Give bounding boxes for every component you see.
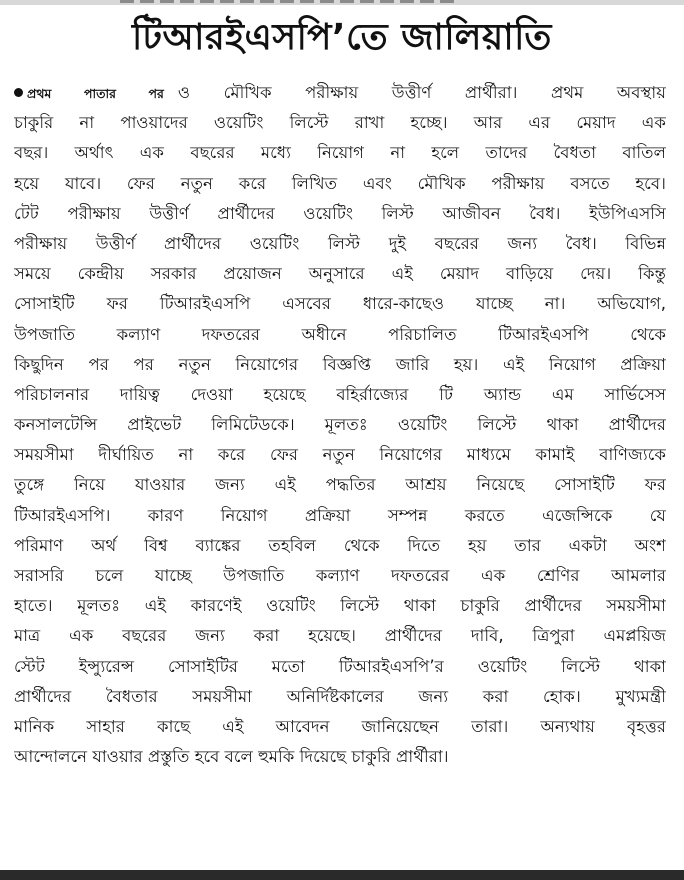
continuation-label: প্রথম পাতার পর — [27, 86, 164, 101]
article-line: হয়ে যাবে। ফের নতুন করে লিখিত এবং মৌখিক পরীক্ষায় বসতে হবে। — [14, 173, 666, 193]
article-line: মানিক সাহার কাছে এই আবেদন জানিয়েছেন তারা। অন্যথায় বৃহত্তর — [14, 716, 666, 736]
article-line: সোসাইটি ফর টিআরইএসপি এসবের ধারে-কাছেও যাচ্ছে না। অভিযোগ, — [14, 294, 666, 314]
article-line: প্রার্থীদের বৈধতার সময়সীমা অনির্দিষ্টকালের জন্য করা হোক। মুখ্যমন্ত্রী — [14, 686, 666, 706]
article-line: টেট পরীক্ষায় উত্তীর্ণ প্রার্থীদের ওয়েটিং লিস্ট আজীবন বৈধ। ইউপিএসসি — [14, 203, 666, 223]
article-line: কনসালটেন্সি প্রাইভেট লিমিটেডকে। মূলতঃ ওয়েটিং লিস্টে থাকা প্রার্থীদের — [14, 415, 666, 435]
article-line: পরিমাণ অর্থ বিশ্ব ব্যাঙ্কের তহবিল থেকে দিতে হয় তার একটা অংশ — [14, 535, 666, 555]
article-line: সময়ে কেন্দ্রীয় সরকার প্রয়োজন অনুসারে এই মেয়াদ বাড়িয়ে দেয়। কিন্তু — [14, 264, 666, 284]
article-body — [14, 78, 666, 772]
article-line: সময়সীমা দীর্ঘায়িত না করে ফের নতুন নিয়োগের মাধ্যমে কামাই বাণিজ্যকে — [14, 445, 666, 465]
bottom-rule — [0, 870, 684, 880]
headline: টিআরইএসপি’তে জালিয়াতি — [132, 17, 552, 58]
article-line: পরিচালনার দায়িত্ব দেওয়া হয়েছে বহির্রাজ্যের টি অ্যান্ড এম সার্ভিসেস — [14, 384, 666, 404]
top-rule — [0, 0, 684, 5]
article-line: আন্দোলনে যাওয়ার প্রস্তুতি হবে বলে হুমকি দিয়েছে চাকুরি প্রার্থীরা। — [14, 747, 449, 767]
article-line: বছর। অর্থাৎ এক বছরের মধ্যে নিয়োগ না হলে তাদের বৈধতা বাতিল — [14, 143, 666, 163]
article-line: টিআরইএসপি। কারণ নিয়োগ প্রক্রিয়া সম্পন্ন করতে এজেন্সিকে যে — [14, 505, 666, 525]
bullet-icon — [14, 88, 23, 97]
article-line: স্টেট ইন্স্যুরেন্স সোসাইটির মতো টিআরইএসপি’র ওয়েটিং লিস্টে থাকা — [14, 656, 666, 676]
article-line: কিছুদিন পর পর নতুন নিয়োগের বিজ্ঞপ্তি জারি হয়। এই নিয়োগ প্রক্রিয়া — [14, 354, 666, 374]
article-line: মাত্র এক বছরের জন্য করা হয়েছে। প্রার্থীদের দাবি, ত্রিপুরা এমপ্লয়িজ — [14, 626, 666, 646]
article-line: উপজাতি কল্যাণ দফতরের অধীনে পরিচালিত টিআরইএসপি থেকে — [14, 324, 666, 344]
previous-article-fragment — [120, 0, 460, 3]
article-line: তুঙ্গে নিয়ে যাওয়ার জন্য এই পদ্ধতির আশ্রয় নিয়েছে সোসাইটি ফর — [14, 475, 666, 495]
article-line: চাকুরি না পাওয়াদের ওয়েটিং লিস্টে রাখা হচ্ছে। আর এর মেয়াদ এক — [14, 113, 666, 133]
article-line: পরীক্ষায় উত্তীর্ণ প্রার্থীদের ওয়েটিং লিস্ট দুই বছরের জন্য বৈধ। বিভিন্ন — [14, 233, 666, 253]
article-line — [14, 78, 666, 108]
line-text: ও মৌখিক পরীক্ষায় উত্তীর্ণ প্রার্থীরা। প্রথম অবস্থায় — [177, 83, 666, 102]
article-line: হাতে। মূলতঃ এই কারণেই ওয়েটিং লিস্টে থাকা চাকুরি প্রার্থীদের সময়সীমা — [14, 596, 666, 616]
article-line: সরাসরি চলে যাচ্ছে উপজাতি কল্যাণ দফতরের এক শ্রেণির আমলার — [14, 566, 666, 585]
